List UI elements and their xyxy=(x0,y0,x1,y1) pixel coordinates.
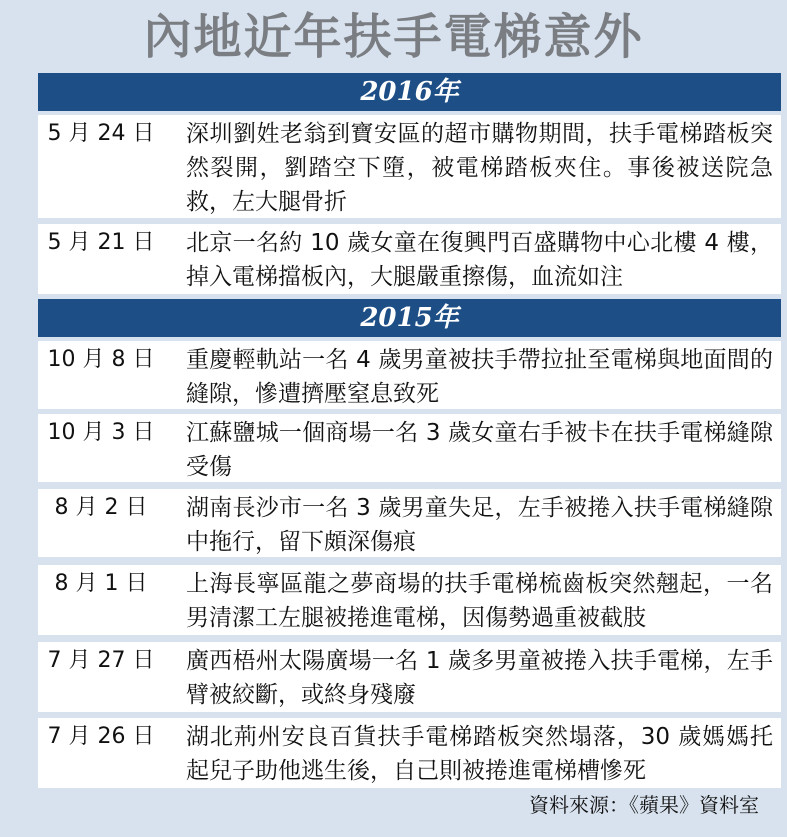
incident-date: 10 月 3 日 xyxy=(47,420,155,445)
list-item xyxy=(38,489,781,557)
incident-description: 上海長寧區龍之夢商場的扶手電梯梳齒板突然翹起，一名男清潔工左腿被捲進電梯，因傷勢過重被截肢 xyxy=(186,571,773,631)
source-credit: 資料來源：《蘋果》資料室 xyxy=(529,793,759,817)
incident-description: 湖南長沙市一名 3 歲男童失足，左手被捲入扶手電梯縫隙中拖行，留下頗深傷痕 xyxy=(186,495,773,555)
incident-date: 7 月 26 日 xyxy=(47,724,155,749)
list-item xyxy=(38,718,781,788)
list-item xyxy=(38,642,781,712)
list-item xyxy=(38,224,781,294)
incident-date: 8 月 1 日 xyxy=(54,571,148,596)
list-item xyxy=(38,414,781,482)
incident-description: 湖北荊州安良百貨扶手電梯踏板突然塌落，30 歲媽媽托起兒子助他逃生後，自己則被捲進電梯槽慘死 xyxy=(186,724,773,784)
year-header-2016: 2016年 xyxy=(38,73,781,111)
incident-date: 8 月 2 日 xyxy=(54,495,148,520)
incident-description: 北京一名約 10 歲女童在復興門百盛購物中心北樓 4 樓，掉入電梯擋板內，大腿嚴重擦傷，血流如注 xyxy=(186,230,773,290)
list-item xyxy=(38,565,781,635)
list-item xyxy=(38,341,781,409)
year-header-2015: 2015年 xyxy=(38,299,781,337)
incident-date: 5 月 21 日 xyxy=(47,230,155,255)
incident-description: 重慶輕軌站一名 4 歲男童被扶手帶拉扯至電梯與地面間的縫隙，慘遭擠壓窒息致死 xyxy=(186,347,773,407)
page-title: 內地近年扶手電梯意外 xyxy=(143,9,644,65)
list-item xyxy=(38,115,781,218)
incident-date: 7 月 27 日 xyxy=(47,648,155,673)
incident-description: 深圳劉姓老翁到寶安區的超市購物期間，扶手電梯踏板突然裂開，劉踏空下墮，被電梯踏板夾住。事後被送院急救，左大腿骨折 xyxy=(186,121,773,215)
incident-date: 10 月 8 日 xyxy=(47,347,155,372)
incident-date: 5 月 24 日 xyxy=(47,121,155,146)
incident-description: 江蘇鹽城一個商場一名 3 歲女童右手被卡在扶手電梯縫隙受傷 xyxy=(186,420,773,480)
incident-description: 廣西梧州太陽廣場一名 1 歲多男童被捲入扶手電梯，左手臂被絞斷，或終身殘廢 xyxy=(186,648,773,708)
